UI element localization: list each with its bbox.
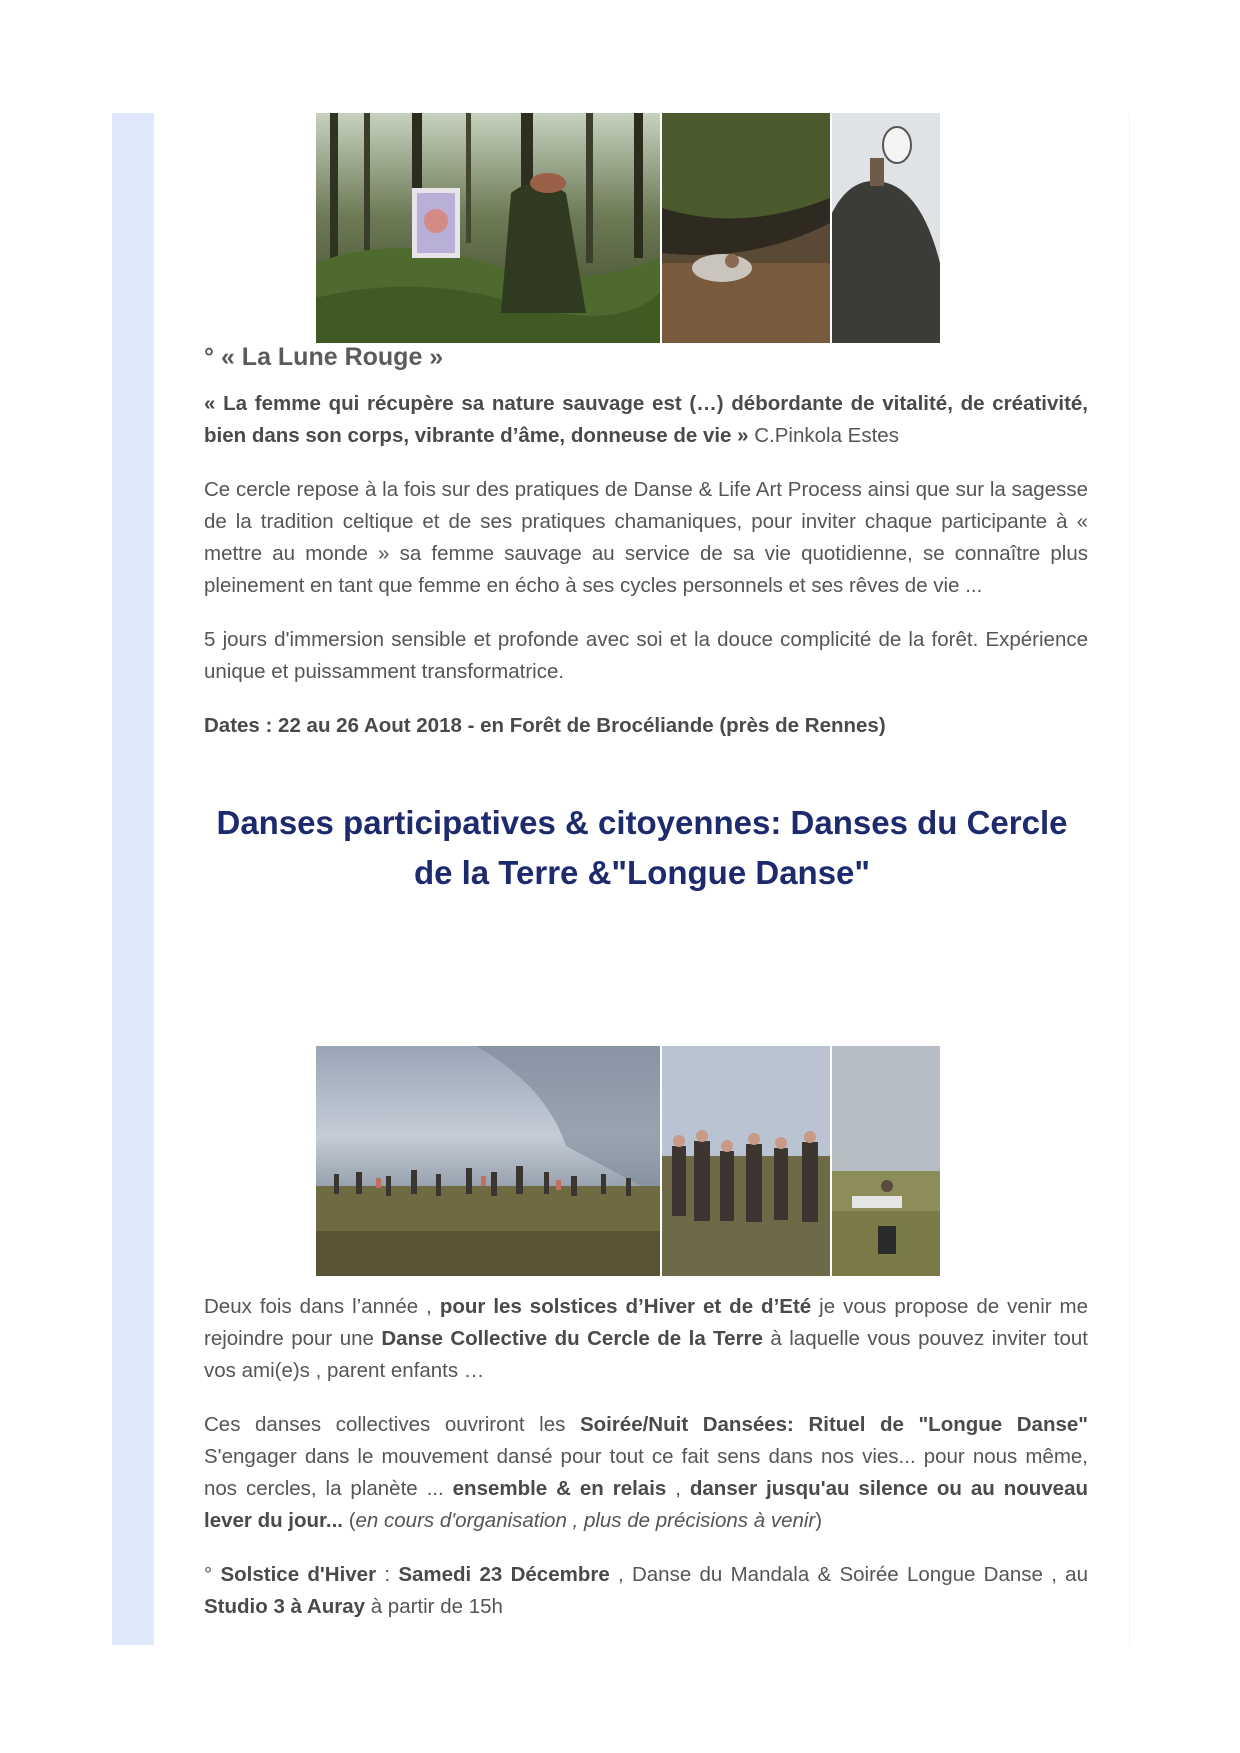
p2-italic-note: en cours d'organisation , plus de précisions à venir [355,1509,816,1532]
p3-bold-date: Samedi 23 Décembre [398,1563,610,1586]
left-accent-bar [112,113,154,1645]
forest-photo-row [316,113,940,343]
danses-title-line-2: de la Terre &"Longue Danse" [413,854,871,891]
p3-text-g: à partir de 15h [365,1595,503,1618]
circle-dance-photo [316,1046,660,1276]
forest-painting-photo [316,113,660,343]
drum-rock-photo [832,113,940,343]
p1-bold-danse-collective: Danse Collective du Cercle de la Terre [381,1327,763,1350]
solstices-paragraph [204,1291,1088,1387]
p2-text-g: ( [343,1509,356,1532]
p1-bold-solstices: pour les solstices d’Hiver et de d’Eté [439,1295,812,1318]
p2-bold-danser: danser jusqu'au silence ou au nouveau lever du jour... [204,1477,1088,1532]
danses-title-line-1: Danses participatives & citoyennes: Danses du Cercle [216,804,1068,841]
p2-bold-ensemble: ensemble & en relais [452,1477,667,1500]
p3-bold-solstice: Solstice d'Hiver [220,1563,377,1586]
p2-bold-soiree: Soirée/Nuit Dansées: Rituel de "Longue Danse" [579,1413,1088,1436]
p2-text-i: ) [815,1509,823,1532]
lune-rouge-heading: ° « La Lune Rouge » [204,343,444,371]
lune-rouge-quote [204,388,1088,452]
p3-text-a: ° [204,1563,221,1586]
longue-danse-paragraph [204,1409,1088,1537]
dates-text: Dates : 22 au 26 Aout 2018 - en Forêt de Brocéliande (près de Rennes) [204,714,886,737]
lune-rouge-section [204,340,1088,742]
quote-author: C.Pinkola Estes [748,424,899,447]
lune-rouge-paragraph-1: Ce cercle repose à la fois sur des pratiques de Danse & Life Art Process ainsi que sur la sagesse de la tradition celtique et de ses pratiques chamaniques, pour inviter chaque participante à « mettre au monde » sa femme sauvage au service de sa vie quotidienne, se connaître plus pleinement en tant que femme en écho à ses cycles personnels et ses rêves de vie ... [204,478,1088,597]
p3-bold-studio: Studio 3 à Auray [204,1595,365,1618]
lune-rouge-paragraph-2: 5 jours d'immersion sensible et profonde avec soi et la douce complicité de la forêt. Expérience unique et puissamment transformatrice. [204,628,1088,683]
p2-text-a: Ces danses collectives ouvriront les [204,1413,580,1436]
danses-section-title [172,798,1112,898]
document-sheet [112,113,1130,1645]
dancers-photo [662,1046,830,1276]
lune-rouge-dates [204,710,1088,742]
rock-cave-photo [662,113,830,343]
quote-text: « La femme qui récupère sa nature sauvage est (…) débordante de vitalité, de créativité, bien dans son corps, vibrante d’âme, donneuse de vie » [204,392,1088,447]
field-music-photo [832,1046,940,1276]
p2-text-c: S'engager dans le mouvement dansé pour tout ce fait sens dans nos vies... pour nous même, nos cercles, la planète ... [204,1445,1088,1500]
dance-photo-row [316,1046,940,1276]
sheet-edge [1129,113,1130,1645]
p2-text-e: , [666,1477,690,1500]
p3-text-c: : [376,1563,399,1586]
p1-text-e: à laquelle vous pouvez inviter tout vos ami(e)s , parent enfants … [204,1327,1088,1382]
danses-section-body [204,1291,1088,1623]
p1-text-a: Deux fois dans l’année , [204,1295,440,1318]
p1-text-c: je vous propose de venir me rejoindre pour une [204,1295,1089,1350]
p3-text-e: , Danse du Mandala & Soirée Longue Danse , au [609,1563,1088,1586]
solstice-hiver-paragraph [204,1559,1088,1623]
